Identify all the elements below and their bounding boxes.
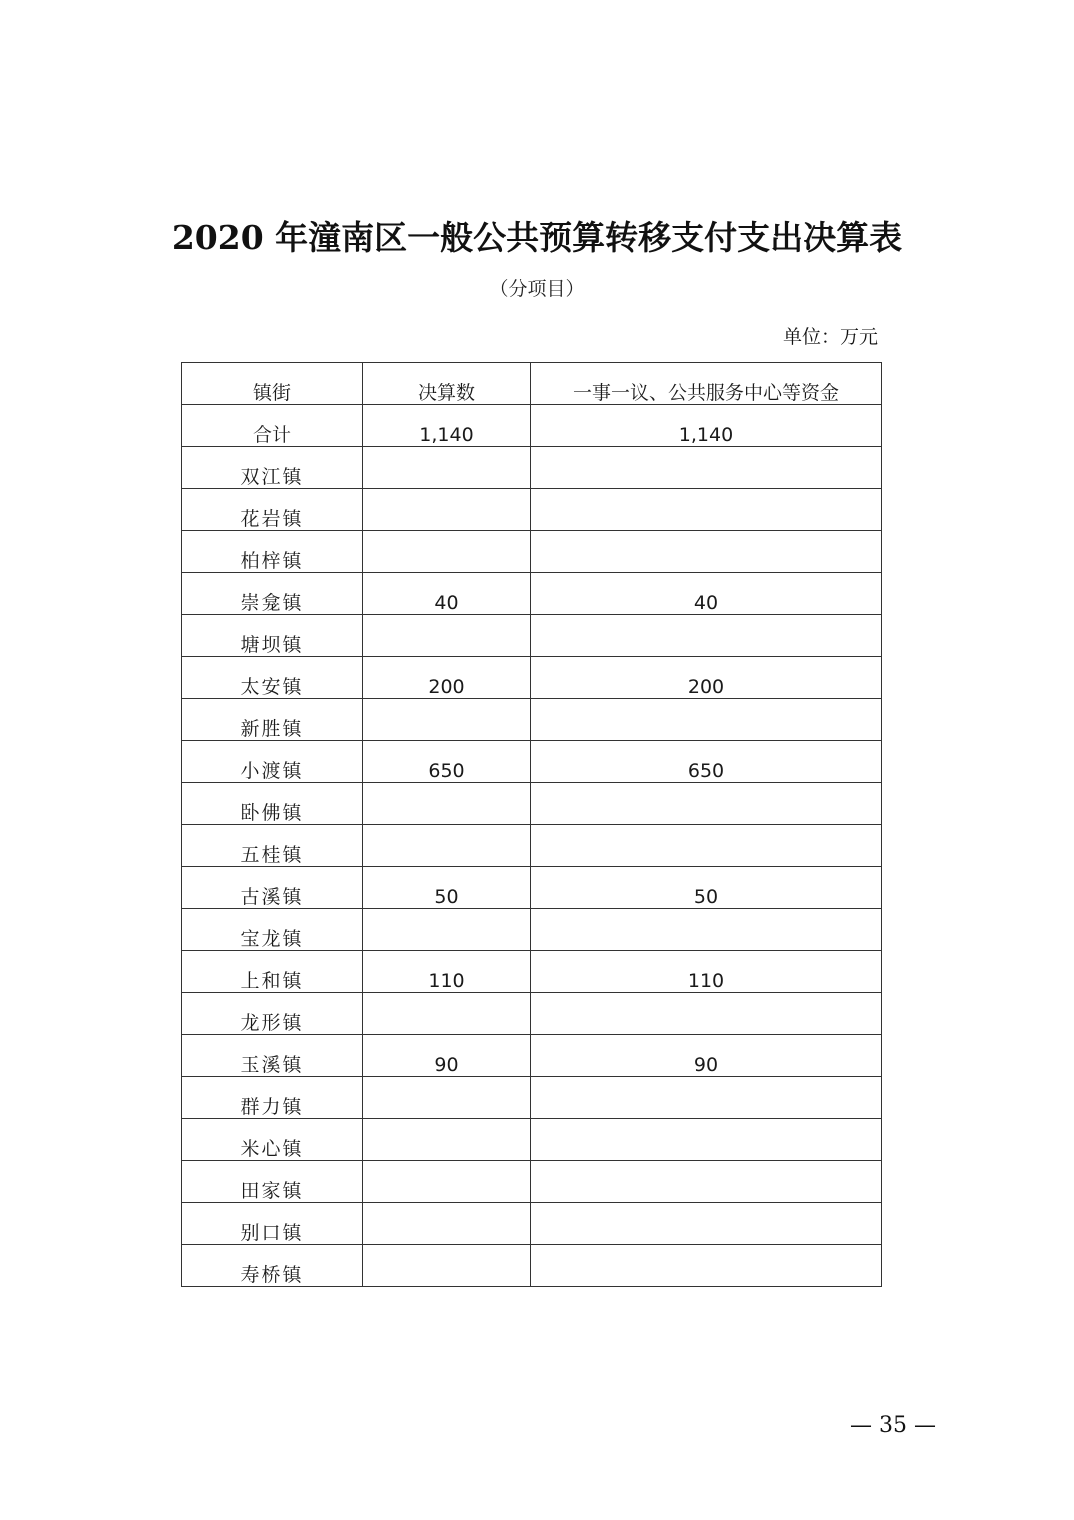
cell-fund: 1,140 bbox=[531, 405, 882, 447]
table-row bbox=[182, 699, 882, 741]
cell-fund: 200 bbox=[531, 657, 882, 699]
cell-fund: 40 bbox=[531, 573, 882, 615]
cell-total bbox=[363, 531, 531, 573]
cell-town: 宝龙镇 bbox=[182, 909, 363, 951]
table-row bbox=[182, 867, 882, 909]
table-row bbox=[182, 447, 882, 489]
table-row bbox=[182, 741, 882, 783]
cell-fund: 50 bbox=[531, 867, 882, 909]
cell-fund: 90 bbox=[531, 1035, 882, 1077]
cell-town: 双江镇 bbox=[182, 447, 363, 489]
cell-total bbox=[363, 615, 531, 657]
table-row bbox=[182, 657, 882, 699]
table-row bbox=[182, 1161, 882, 1203]
cell-total: 1,140 bbox=[363, 405, 531, 447]
cell-total bbox=[363, 699, 531, 741]
table-row bbox=[182, 951, 882, 993]
cell-town: 小渡镇 bbox=[182, 741, 363, 783]
cell-fund: 650 bbox=[531, 741, 882, 783]
cell-town: 古溪镇 bbox=[182, 867, 363, 909]
cell-fund bbox=[531, 993, 882, 1035]
cell-total bbox=[363, 783, 531, 825]
cell-total: 650 bbox=[363, 741, 531, 783]
cell-total: 200 bbox=[363, 657, 531, 699]
cell-town: 合计 bbox=[182, 405, 363, 447]
cell-fund bbox=[531, 1203, 882, 1245]
cell-fund bbox=[531, 1161, 882, 1203]
table-row bbox=[182, 783, 882, 825]
table-row bbox=[182, 825, 882, 867]
cell-total bbox=[363, 1245, 531, 1287]
cell-fund bbox=[531, 1077, 882, 1119]
cell-town: 田家镇 bbox=[182, 1161, 363, 1203]
cell-total bbox=[363, 489, 531, 531]
cell-fund: 110 bbox=[531, 951, 882, 993]
cell-fund bbox=[531, 1119, 882, 1161]
header-total: 决算数 bbox=[363, 363, 531, 405]
table-row bbox=[182, 615, 882, 657]
cell-total bbox=[363, 1119, 531, 1161]
cell-fund bbox=[531, 1245, 882, 1287]
table-row bbox=[182, 1119, 882, 1161]
cell-total bbox=[363, 909, 531, 951]
table-row bbox=[182, 1035, 882, 1077]
cell-total: 50 bbox=[363, 867, 531, 909]
cell-town: 寿桥镇 bbox=[182, 1245, 363, 1287]
cell-town: 龙形镇 bbox=[182, 993, 363, 1035]
table-row bbox=[182, 1077, 882, 1119]
cell-total bbox=[363, 1161, 531, 1203]
table-row bbox=[182, 1203, 882, 1245]
page-number: — 35 — bbox=[850, 1413, 936, 1438]
cell-fund bbox=[531, 825, 882, 867]
cell-fund bbox=[531, 447, 882, 489]
table-row bbox=[182, 1245, 882, 1287]
cell-fund bbox=[531, 489, 882, 531]
table-row bbox=[182, 909, 882, 951]
page-title: 2020 年潼南区一般公共预算转移支付支出决算表 bbox=[171, 218, 903, 257]
cell-town: 五桂镇 bbox=[182, 825, 363, 867]
table-row-total bbox=[182, 405, 882, 447]
table-row bbox=[182, 993, 882, 1035]
unit-label: 单位：万元 bbox=[782, 326, 878, 348]
cell-town: 卧佛镇 bbox=[182, 783, 363, 825]
cell-total bbox=[363, 1203, 531, 1245]
cell-total: 90 bbox=[363, 1035, 531, 1077]
cell-town: 太安镇 bbox=[182, 657, 363, 699]
cell-town: 崇龛镇 bbox=[182, 573, 363, 615]
cell-fund bbox=[531, 531, 882, 573]
table-header-row bbox=[182, 363, 882, 405]
table-row bbox=[182, 489, 882, 531]
cell-total: 40 bbox=[363, 573, 531, 615]
transfer-payment-table bbox=[181, 362, 882, 1287]
cell-town: 新胜镇 bbox=[182, 699, 363, 741]
cell-town: 别口镇 bbox=[182, 1203, 363, 1245]
cell-fund bbox=[531, 783, 882, 825]
cell-town: 上和镇 bbox=[182, 951, 363, 993]
cell-fund bbox=[531, 699, 882, 741]
cell-town: 玉溪镇 bbox=[182, 1035, 363, 1077]
cell-total: 110 bbox=[363, 951, 531, 993]
cell-town: 米心镇 bbox=[182, 1119, 363, 1161]
table-row bbox=[182, 531, 882, 573]
table-row bbox=[182, 573, 882, 615]
table-body bbox=[182, 405, 882, 1287]
cell-town: 群力镇 bbox=[182, 1077, 363, 1119]
header-town: 镇街 bbox=[182, 363, 363, 405]
cell-total bbox=[363, 447, 531, 489]
header-fund: 一事一议、公共服务中心等资金 bbox=[531, 363, 882, 405]
cell-fund bbox=[531, 615, 882, 657]
page-subtitle: （分项目） bbox=[489, 278, 585, 300]
cell-town: 塘坝镇 bbox=[182, 615, 363, 657]
cell-town: 花岩镇 bbox=[182, 489, 363, 531]
cell-town: 柏梓镇 bbox=[182, 531, 363, 573]
cell-fund bbox=[531, 909, 882, 951]
cell-total bbox=[363, 993, 531, 1035]
cell-total bbox=[363, 1077, 531, 1119]
cell-total bbox=[363, 825, 531, 867]
